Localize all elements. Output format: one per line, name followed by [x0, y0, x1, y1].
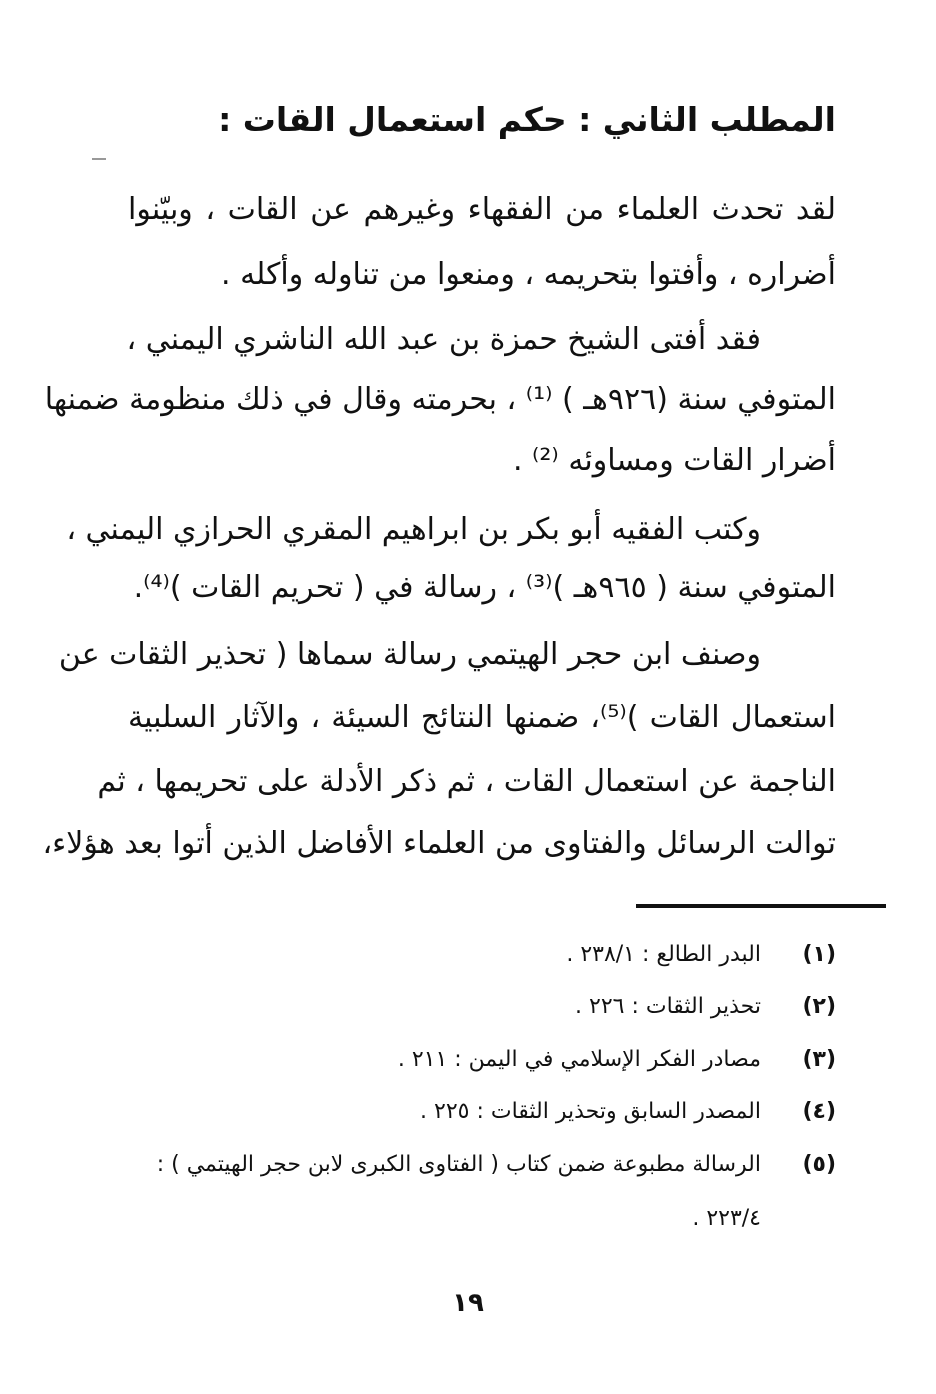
footnote-3: [0, 1047, 836, 1087]
paragraph-1-line-2: أضراره ، وأفتوا بتحريمه ، ومنعوا من تناوله وأكله .: [221, 257, 836, 292]
page-number: ١٩: [452, 1288, 484, 1318]
paragraph-2-line-2: المتوفي سنة (٩٢٦هـ ) ⁽¹⁾ ، بحرمته وقال في ذلك منظومة ضمنها: [44, 382, 836, 417]
footnote-text: مصادر الفكر الإسلامي في اليمن : ٢١١ .: [397, 1047, 761, 1072]
scan-mark: [92, 158, 106, 160]
footnote-text: تحذير الثقات : ٢٢٦ .: [575, 994, 761, 1019]
paragraph-1-line-1: لقد تحدث العلماء من الفقهاء وغيرهم عن القات ، وبيّنوا: [128, 192, 836, 227]
footnote-text: البدر الطالع : ٢٣٨/١ .: [566, 942, 761, 967]
footnote-text: المصدر السابق وتحذير الثقات : ٢٢٥ .: [420, 1099, 761, 1124]
section-heading: المطلب الثاني : حكم استعمال القات :: [218, 100, 836, 139]
footnote-1: [0, 942, 836, 982]
footnote-5: [0, 1152, 836, 1192]
paragraph-4-line-3: الناجمة عن استعمال القات ، ثم ذكر الأدلة على تحريمها ، ثم: [97, 764, 836, 799]
footnote-number: (٢): [802, 994, 836, 1019]
footnote-2: [0, 994, 836, 1034]
footnote-4: [0, 1099, 836, 1139]
footnote-number: (١): [802, 942, 836, 967]
paragraph-3-line-2: المتوفي سنة ( ٩٦٥هـ )⁽³⁾ ، رسالة في ( تحريم القات )⁽⁴⁾.: [133, 570, 836, 605]
footnote-separator: [636, 904, 886, 908]
footnote-number: (٤): [802, 1099, 836, 1124]
footnote-5-continuation: ٢٢٣/٤ .: [692, 1206, 761, 1231]
paragraph-4-line-4: توالت الرسائل والفتاوى من العلماء الأفاضل الذين أتوا بعد هؤلاء،: [42, 826, 836, 861]
paragraph-2-line-3: أضرار القات ومساوئه ⁽²⁾ .: [512, 443, 836, 478]
paragraph-4-line-1: وصنف ابن حجر الهيتمي رسالة سماها ( تحذير الثقات عن: [58, 637, 761, 672]
paragraph-3-line-1: وكتب الفقيه أبو بكر بن ابراهيم المقري الحرازي اليمني ،: [66, 512, 761, 547]
footnote-number: (٥): [802, 1152, 836, 1177]
footnote-number: (٣): [802, 1047, 836, 1072]
paragraph-2-line-1: فقد أفتى الشيخ حمزة بن عبد الله الناشري اليمني ،: [126, 322, 761, 357]
paragraph-4-line-2: استعمال القات )⁽⁵⁾، ضمنها النتائج السيئة ، والآثار السلبية: [128, 700, 836, 735]
footnote-text: الرسالة مطبوعة ضمن كتاب ( الفتاوى الكبرى لابن حجر الهيتمي ) :: [156, 1152, 761, 1177]
